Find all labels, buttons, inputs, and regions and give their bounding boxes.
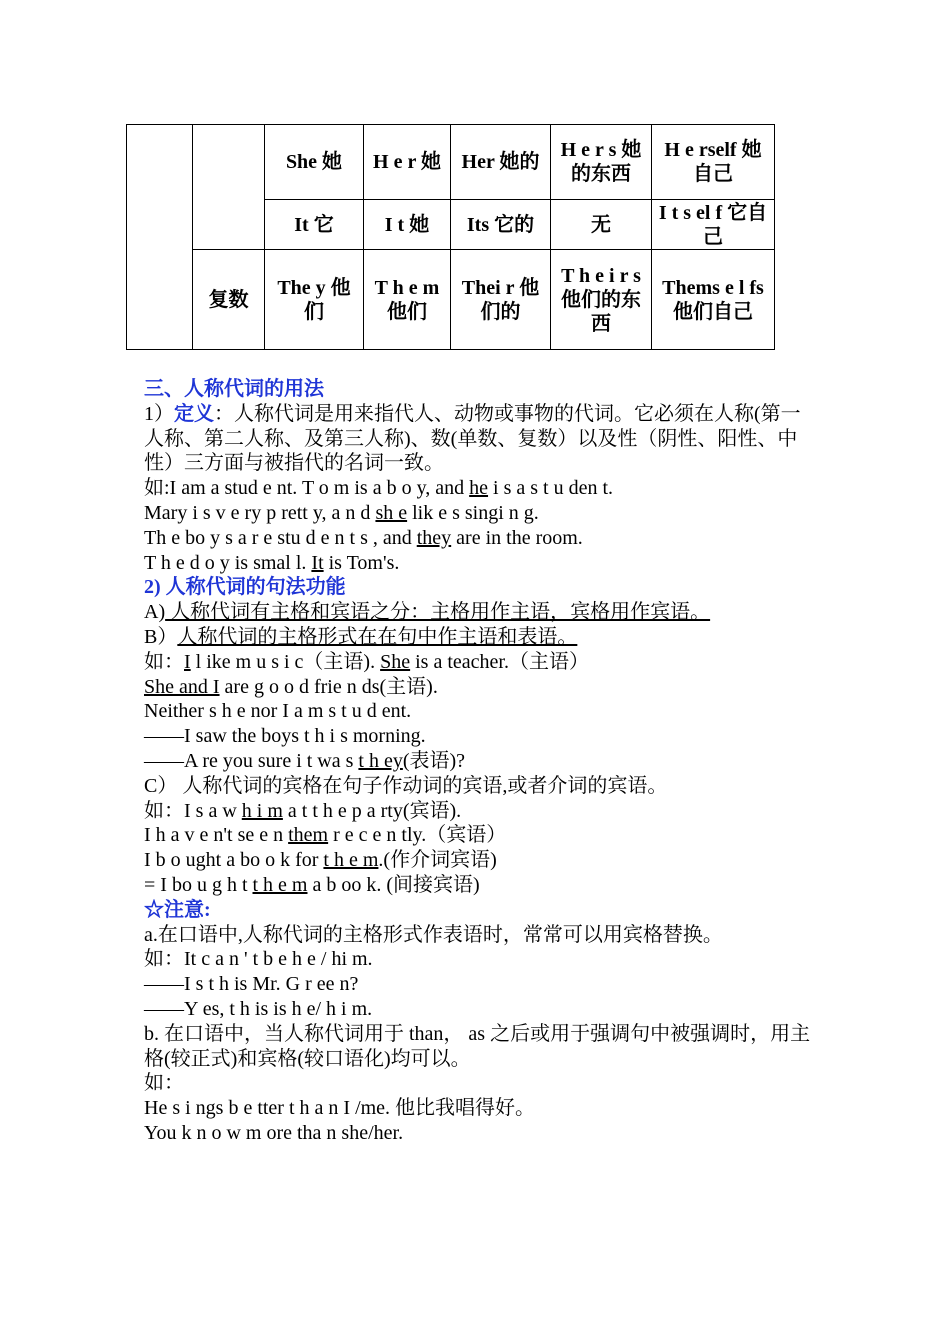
example-line: You k n o w m ore tha n she/her. <box>144 1121 404 1144</box>
underlined-word: t h e m <box>252 873 308 896</box>
table-row <box>127 250 775 350</box>
underlined-word: t h ey <box>358 749 403 772</box>
example-line: Mary i s v e ry p rett y, a n d sh e lik e s singi n g. <box>144 501 539 524</box>
underlined-word: She and I <box>144 675 220 698</box>
example-line: ——Y es, t h is is h e/ h i m. <box>144 997 373 1020</box>
example-line: Neither s h e nor I a m s t u d ent. <box>144 700 412 723</box>
example-line: ——A re you sure i t wa s t h ey(表语)? <box>144 749 466 772</box>
pronoun-table <box>126 124 775 350</box>
example-line: 如：I s a w h i m a t t h e p a rty(宾语). <box>144 799 462 822</box>
example-line: Th e bo y s a r e stu d e n t s , and they are in the room. <box>144 526 583 549</box>
list-number: 1） <box>144 402 174 425</box>
section-heading: 三、人称代词的用法 <box>144 378 324 400</box>
example-line: 如：I l ike m u s i c（主语). She is a teacher.（主语） <box>144 650 589 673</box>
rule-line: A) 人称代词有主格和宾语之分：主格用作主语，宾格用作宾语。 <box>144 601 711 624</box>
example-line: ——I s t h is Mr. G r ee n? <box>144 973 359 996</box>
underlined-word: h i m <box>241 799 283 822</box>
note-text: a.在口语中,人称代词的主格形式作表语时，常常可以用宾格替换。 <box>144 923 723 946</box>
table-cell: Thems e l fs 他们自己 <box>652 250 775 350</box>
underlined-rule: 人称代词有主格和宾语之分：主格用作主语，宾格用作宾语。 <box>165 601 711 624</box>
example-line: = I bo u g h t t h e m a b oo k. (间接宾语) <box>144 873 480 896</box>
example-line: 如： <box>144 1072 184 1095</box>
example-line: ——I saw the boys t h i s morning. <box>144 725 426 748</box>
note-heading: ☆注意: <box>144 898 211 921</box>
table-row-label: 复数 <box>193 250 265 350</box>
table-cell: I t s el f 它自己 <box>652 200 775 250</box>
note-text: b. 在口语中，当人称代词用于 than， as 之后或用于强调句中被强调时，用主格(较正式)和宾格(较口语化)均可以。 <box>144 1022 811 1070</box>
underlined-rule: 人称代词的主格形式在在句中作主语和表语。 <box>177 625 578 648</box>
example-line: I h a v e n't se e n them r e c e n tly.（宾语） <box>144 824 507 847</box>
underlined-word: t h e m <box>323 849 379 872</box>
underlined-word: sh e <box>375 501 408 524</box>
example-line: 如:I am a stud e nt. T o m is a b o y, and he i s a s t u den t. <box>144 477 614 500</box>
table-row <box>127 125 775 200</box>
example-line: I b o ught a bo o k for t h e m.(作介词宾语) <box>144 849 497 872</box>
table-cell: H e rself 她自己 <box>652 125 775 200</box>
definition-label: 定义 <box>174 402 214 425</box>
underlined-word: It <box>311 551 324 574</box>
table-cell: 无 <box>551 200 652 250</box>
table-cell: The y 他们 <box>265 250 364 350</box>
definition-text: ：人称代词是用来指代人、动物或事物的代词。它必须在人称(第一人称、第二人称、及第三人称)、数(单数、复数）以及性（阴性、阳性、中性）三方面与被指代的名词一致。 <box>144 402 801 475</box>
table-cell: Thei r 他们的 <box>451 250 551 350</box>
example-line: T h e d o y is smal l. It is Tom's. <box>144 551 400 574</box>
table-cell: H e r 她 <box>364 125 451 200</box>
table-cell: She 她 <box>265 125 364 200</box>
table-cell: Her 她的 <box>451 125 551 200</box>
rule-line: B）人称代词的主格形式在在句中作主语和表语。 <box>144 625 578 648</box>
underlined-word: them <box>288 824 329 847</box>
rule-line: C） 人称代词的宾格在句子作动词的宾语,或者介词的宾语。 <box>144 774 668 797</box>
example-line: She and I are g o o d frie n ds(主语). <box>144 675 438 698</box>
example-line: He s i ngs b e tter t h a n I /me. 他比我唱得好。 <box>144 1097 536 1120</box>
table-cell <box>127 125 193 350</box>
section-heading: 2) 人称代词的句法功能 <box>144 576 346 599</box>
table-cell <box>193 125 265 250</box>
table-cell: T h e m 他们 <box>364 250 451 350</box>
definition-paragraph <box>144 402 812 476</box>
table-cell: T h e i r s 他们的东西 <box>551 250 652 350</box>
table-cell: H e r s 她的东西 <box>551 125 652 200</box>
underlined-word: they <box>416 526 452 549</box>
example-line: 如：It c a n ' t b e h e / hi m. <box>144 948 373 971</box>
underlined-word: he <box>469 477 489 500</box>
table-cell: Its 它的 <box>451 200 551 250</box>
underlined-word: I <box>184 650 191 673</box>
table-cell: It 它 <box>265 200 364 250</box>
table-cell: I t 她 <box>364 200 451 250</box>
document-body <box>144 377 812 1146</box>
underlined-word: She <box>380 650 411 673</box>
